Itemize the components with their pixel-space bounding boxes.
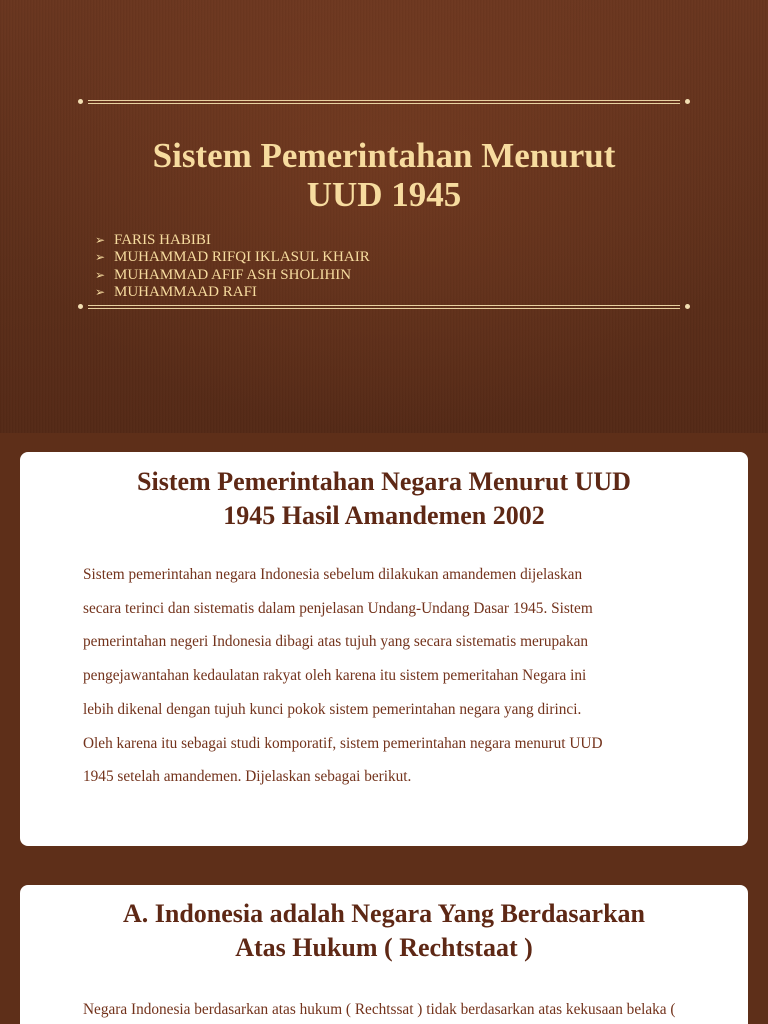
author-item [95,232,370,249]
arrow-bullet-icon: ➢ [95,267,106,282]
presentation-title [84,136,684,214]
paragraph-line: 1945 setelah amandemen. Dijelaskan sebagai berikut. [83,768,412,786]
title-line-2: UUD 1945 [306,175,462,214]
slide-card-amandemen [20,452,748,846]
ornament-line [88,305,680,306]
arrow-bullet-icon: ➢ [95,233,106,247]
slide-heading [50,465,718,533]
author-name: FARIS HABIBI [114,232,211,248]
slide-paragraph [83,558,703,794]
author-list [95,232,370,301]
paragraph-line: Oleh karena itu sebagai studi komporatif, sistem pemerintahan negara menurut UUD [83,734,603,752]
paragraph-line: Sistem pemerintahan negara Indonesia sebelum dilakukan amandemen dijelaskan [83,566,583,583]
author-item [95,249,370,266]
arrow-bullet-icon: ➢ [95,250,106,265]
ornament-dot [78,304,83,309]
author-item [95,267,370,284]
arrow-bullet-icon: ➢ [95,284,106,299]
paragraph-line: secara terinci dan sistematis dalam penjelasan Undang-Undang Dasar 1945. Sistem [83,599,593,617]
paragraph-line: Negara Indonesia berdasarkan atas hukum ( Rechtssat ) tidak berdasarkan atas kekusaan belaka ( [83,1001,676,1018]
heading-line-1: Sistem Pemerintahan Negara Menurut UUD [137,467,631,496]
author-name: MUHAMMAD AFIF ASH SHOLIHIN [114,266,352,283]
ornament-line [88,308,680,309]
author-name: MUHAMMAD RIFQI IKLASUL KHAIR [114,249,370,266]
slide-paragraph [83,993,698,1024]
author-item [95,284,370,301]
ornament-line [88,100,680,101]
ornament-dot [685,99,690,104]
author-name: MUHAMMAAD RAFI [114,283,257,300]
paragraph-line: pengejawantahan kedaulatan rakyat oleh karena itu sistem pemeritahan Negara ini [83,667,587,685]
heading-line-2: 1945 Hasil Amandemen 2002 [223,501,545,530]
title-slide [0,0,768,433]
title-line-1: Sistem Pemerintahan Menurut [152,136,616,175]
slide-heading [50,897,718,965]
ornament-line [88,103,680,104]
heading-line-2: Atas Hukum ( Rechtstaat ) [235,933,533,962]
paragraph-line: pemerintahan negeri Indonesia dibagi atas tujuh yang secara sistematis merupakan [83,633,589,651]
ornament-dot [685,304,690,309]
slide-card-rechtstaat [20,885,748,1024]
top-ornament-divider [78,99,690,105]
paragraph-line: lebih dikenal dengan tujuh kunci pokok sistem pemerintahan negara yang dirinci. [83,700,582,718]
bottom-ornament-divider [78,304,690,310]
ornament-dot [78,99,83,104]
heading-line-1: A. Indonesia adalah Negara Yang Berdasarkan [122,899,645,928]
